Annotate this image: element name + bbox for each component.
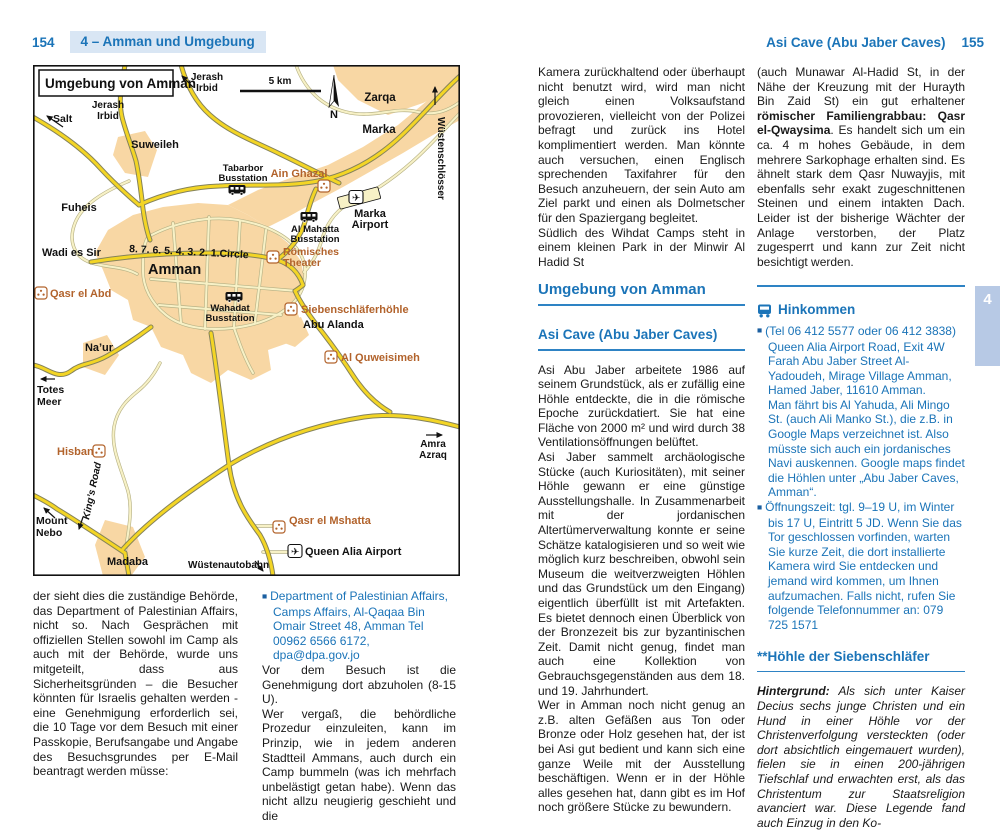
map-label-suweileh: Suweileh — [131, 139, 179, 151]
amman-area-map — [33, 65, 460, 576]
map-label-salt: Salt — [53, 113, 73, 125]
map-label-fuheis: Fuheis — [61, 202, 97, 214]
map-label-jerash-top-2: Irbid — [196, 83, 218, 94]
ruins-icon-qasr-el-mshatta — [273, 521, 285, 533]
map-label-kings-road: King’s Road — [81, 461, 105, 521]
airplane-icon-marka — [349, 191, 363, 204]
address-text: Department of Palestinian Affairs, Camps Affairs, Al-Qaqaa Bin Omair Street 48, Amman Tel 00962 6566 6172, dpa@dpa.gov.jo — [270, 589, 449, 663]
map-label-al-quweisimeh: Al Quweisimeh — [341, 352, 420, 364]
map-label-amra-azraq-2: Azraq — [419, 450, 447, 461]
map-label-madaba: Madaba — [107, 556, 148, 568]
chapter-badge: 4 – Amman und Umgebung — [70, 31, 266, 53]
map-label-al-mahatta-2: Busstation — [290, 234, 340, 245]
map-label-naur: Na’ur — [84, 342, 114, 354]
map-label-tabarbor-2: Busstation — [218, 173, 268, 184]
hintergrund-label: Hintergrund: — [757, 684, 830, 699]
right-column — [757, 65, 965, 830]
north-compass — [329, 75, 339, 121]
map-label-circles: 8. 7. 6. 5. 4. 3. 2. 1.Circle — [128, 243, 249, 262]
text-run: . Es handelt sich um ein ca. 4 m hohes Gebäude, in dem mehrere Sarkophage erhalten sind. Es ähnelt stark dem Qasr Nuwayjis, mit ebenfalls sehr exakt zugeschnittenen Steinen und einem intakten Dach. Leider ist der bisherige Wächter der Anlage verstorben, der Platz zugesperrt und kann zur Zeit nicht besichtigt werden. — [757, 123, 965, 269]
ruins-icon-roemisches-theater — [267, 251, 279, 263]
ruins-icon-qasr-el-abd — [35, 287, 47, 299]
section-heading: Umgebung von Amman — [538, 281, 706, 299]
bold-run: römischer Familiengrabbau: Qasr el-Qwaysima — [757, 108, 965, 138]
list-item — [757, 500, 965, 632]
map-label-jerash-inner-1: Jerash — [91, 100, 125, 111]
map-label-totes-meer-2: Meer — [37, 396, 62, 408]
map-label-ain-ghazal: Ain Ghazal — [270, 168, 328, 180]
section-rule — [538, 304, 745, 307]
scale-label: 5 km — [268, 76, 292, 87]
map-label-wadi-es-sir: Wadi es Sir — [42, 247, 101, 259]
map-label-qasr-el-abd: Qasr el Abd — [50, 288, 112, 300]
map-svg — [33, 65, 460, 576]
map-label-roemisches-theater-1: Römisches — [283, 246, 340, 258]
map-label-al-mahatta-1: Al Mahatta — [290, 224, 340, 235]
address-item — [262, 589, 456, 663]
ruins-icon-hisban — [93, 445, 105, 457]
bus-icon-al-mahatta — [301, 212, 318, 222]
bullet-square-icon: ■ — [262, 590, 268, 601]
background-paragraph — [757, 684, 965, 830]
map-label-queen-alia: Queen Alia Airport — [305, 546, 402, 558]
map-label-jerash-top-1: Jerash — [190, 72, 224, 83]
map-title-box — [39, 70, 196, 96]
right-page-number: 155 — [961, 35, 984, 50]
map-label-amman: Amman — [148, 262, 202, 278]
bus-icon-tabarbor — [229, 185, 246, 195]
section-divider-rule — [757, 285, 965, 287]
map-title: Umgebung von Amman — [45, 76, 197, 91]
map-label-roemisches-theater-2: Theater — [283, 257, 321, 269]
middle-column — [538, 65, 745, 815]
right-header-title: Asi Cave (Abu Jaber Caves) — [766, 35, 946, 50]
chapter-tab: 4 — [975, 286, 1000, 366]
left-column-1 — [33, 589, 238, 779]
paragraph: Südlich des Wihdat Camps steht in einem kleinen Park in der Minwir Al Hadid St — [538, 225, 745, 269]
paragraph: der sieht dies die zuständige Behörde, das Department of Palestinian Affairs, nicht so. Nach Gesprächen mit offiziellen Stellen sowohl im Camp als auch mit der Behörde, wurde uns mitgeteilt, dass aus Sicherheitsgründen – die Besucher könnten für Israelis gehalten werden - eine Genehmigung erforderlich sei, die 10 Tage vor dem Besuch mit einer Passkopie, Berufsangabe und Angabe des Besuchsgrundes per E-Mail beantragt werden müsse: — [33, 589, 238, 779]
paragraph: Wer vergaß, die behördliche Prozedur einzuleiten, kann im Prinzip, wie in jedem anderen Stadtteil Ammans, auch durch ein Camp bummeln (was ich mehrfach unbelästigt getan habe). Wenn das nicht allzu neugierig geschieht und die — [262, 706, 456, 823]
ruins-icon-ain-ghazal — [318, 180, 330, 192]
airplane-icon-queen-alia — [288, 545, 302, 558]
map-label-abu-alanda: Abu Alanda — [303, 319, 364, 331]
map-label-marka-airport-2: Airport — [351, 219, 389, 231]
bus-icon — [757, 304, 773, 318]
paragraph: Wer in Amman noch nicht genug an z.B. alten Gefäßen aus Ton oder Bronze oder Holz gesehen hat, der ist bei Asi gut bedient und kann sich eine ganze Weile mit der Ausstellung beschäftigen. Wenn er in der Höhle alles gesehen hat, dann gibt es im Hof noch größere Stücke zu bewundern. — [538, 698, 745, 815]
map-label-marka-airport-1: Marka — [354, 208, 386, 220]
paragraph: Kamera zurückhaltend oder überhaupt nicht benutzt wird, wird man nicht gleich einen Volksaufstand provozieren, vielleicht von der Polizei befragt und zurück ins Hotel komplimentiert werden. Man könnte auch versuchen, einen Englisch sprechenden Taxifahrer für den Besuch anzuheuern, der sein Auto am Ziel parkt und einen als Dolmetscher für den Spaziergang begleitet. — [538, 65, 745, 225]
hinkommen-title: Hinkommen — [778, 302, 856, 318]
map-label-totes-meer-1: Totes — [37, 384, 65, 396]
map-label-wuestenautobahn: Wüstenautobahn — [188, 560, 270, 571]
ruins-icon-siebenschlaefer — [285, 303, 297, 315]
sub-heading: Asi Cave (Abu Jaber Caves) — [538, 327, 718, 343]
text-run: (auch Munawar Al-Hadid St, in der Nähe der Kreuzung mit der Hurayth Bin Zaid St) ein gut erhaltener — [757, 65, 965, 109]
hoehle-heading-rule — [757, 671, 965, 673]
paragraph: Asi Jaber sammelt archäologische Stücke (auch Kuriositäten), mit seiner Höhle gewann er eine günstige Ausstellungshalle. In Zusammenarbeit mit der jordanischen Altertümerverwaltung konnte er seine Schätze katalogisieren und so weit wie möglich kurz beschreiben, obwohl sein Museum die weitverzweigten Höhlen und das Grundstück um den Eingang) eigentlich überfüllt ist mit Artefakten. Es bietet dennoch einen Überblick von der Bronzezeit bis zur byzantinischen Zeit. Damit nicht genug, findet man auch eine Kollektion von Gebrauchsgegenständen aus dem 18. und 19. Jahrhundert. — [538, 450, 745, 698]
sub-heading-rule — [538, 349, 745, 351]
left-page-number: 154 — [32, 34, 55, 50]
north-label: N — [330, 109, 338, 121]
list-item-continuation: Man fährt bis Al Yahuda, Ali Mingo St. (auch Ali Manko St.), die z.B. in Google Maps verzeichnet ist. Also müsste sich auch ein jordanisches Navi auskennen. Google maps findet die Höhlen unter „Abu Jaber Caves, Amman“. — [768, 397, 965, 500]
paragraph — [757, 65, 965, 269]
left-page-header — [32, 31, 266, 53]
ruins-icon-al-quweisimeh — [325, 351, 337, 363]
map-label-siebenschlaefer: Siebenschläferhöhle — [301, 304, 409, 316]
map-label-amra-azraq-1: Amra — [420, 439, 446, 450]
map-label-zarqa: Zarqa — [364, 92, 396, 104]
map-label-wahadat-1: Wahadat — [210, 303, 250, 314]
map-label-tabarbor-1: Tabarbor — [222, 163, 264, 174]
map-label-mount-nebo-1: Mount — [36, 515, 68, 527]
map-label-qasr-el-mshatta: Qasr el Mshatta — [289, 515, 371, 527]
svg-text:✈: ✈ — [351, 192, 361, 204]
map-label-marka: Marka — [362, 124, 396, 136]
hoehle-heading: **Höhle der Siebenschläfer — [757, 649, 930, 665]
paragraph: Vor dem Besuch ist die Genehmigung dort abzuholen (8-15 U). — [262, 662, 456, 707]
left-column-2 — [262, 589, 456, 824]
map-label-hisban: Hisban — [57, 446, 94, 458]
list-item — [757, 324, 965, 398]
map-label-jerash-inner-2: Irbid — [97, 111, 119, 122]
svg-text:✈: ✈ — [290, 546, 300, 558]
map-label-wuestenschloesser: Wüstenschlösser — [435, 117, 446, 200]
paragraph: Asi Abu Jaber arbeitete 1986 auf seinem Grundstück, als er zufällig eine Höhle entdeckte, die in die römische Epoche zurückdatiert. Sie hat eine Fläche von 2000 m² und wird durch 38 Ventilationsöffnungen belüftet. — [538, 362, 745, 450]
hinkommen-list — [757, 324, 965, 632]
map-label-mount-nebo-2: Nebo — [36, 527, 63, 539]
list-item-text: (Tel 06 412 5577 oder 06 412 3838) Queen Alia Airport Road, Exit 4W Farah Abu Jaber Street Al-Yadoudeh, Mirage Village Amman, Hamed Jaber, 11610 Amman. — [765, 323, 956, 398]
bullet-square-icon: ■ — [757, 501, 763, 512]
hintergrund-text: Als sich unter Kaiser Decius sechs junge Christen und ein Hund in einer Höhle vor der Christenverfolgung versteckten (oder dort absichtlich eingemauert wurden), fielen sie in einen 200-jährigen Tiefschlaf und erwachten erst, als das Christentum zur Staatsreligion avanciert war. Diese Legende fand auch Einzug in den Ko- — [757, 684, 965, 830]
map-label-wahadat-2: Busstation — [205, 313, 255, 324]
hinkommen-heading — [757, 303, 965, 318]
list-item-text: Öffnungszeit: tgl. 9–19 U, im Winter bis 17 U, Eintritt 5 JD. Wenn Sie das Tor geschlossen vorfinden, warten Sie kurze Zeit, die dort installierte Kamera wird Sie entdecken und jemand wird kommen, um Ihnen aufzumachen. Falls nicht, rufen Sie folgende Telefonnummer an: 079 725 1571 — [765, 500, 962, 632]
bullet-square-icon: ■ — [757, 325, 763, 336]
right-page-header — [538, 35, 984, 50]
